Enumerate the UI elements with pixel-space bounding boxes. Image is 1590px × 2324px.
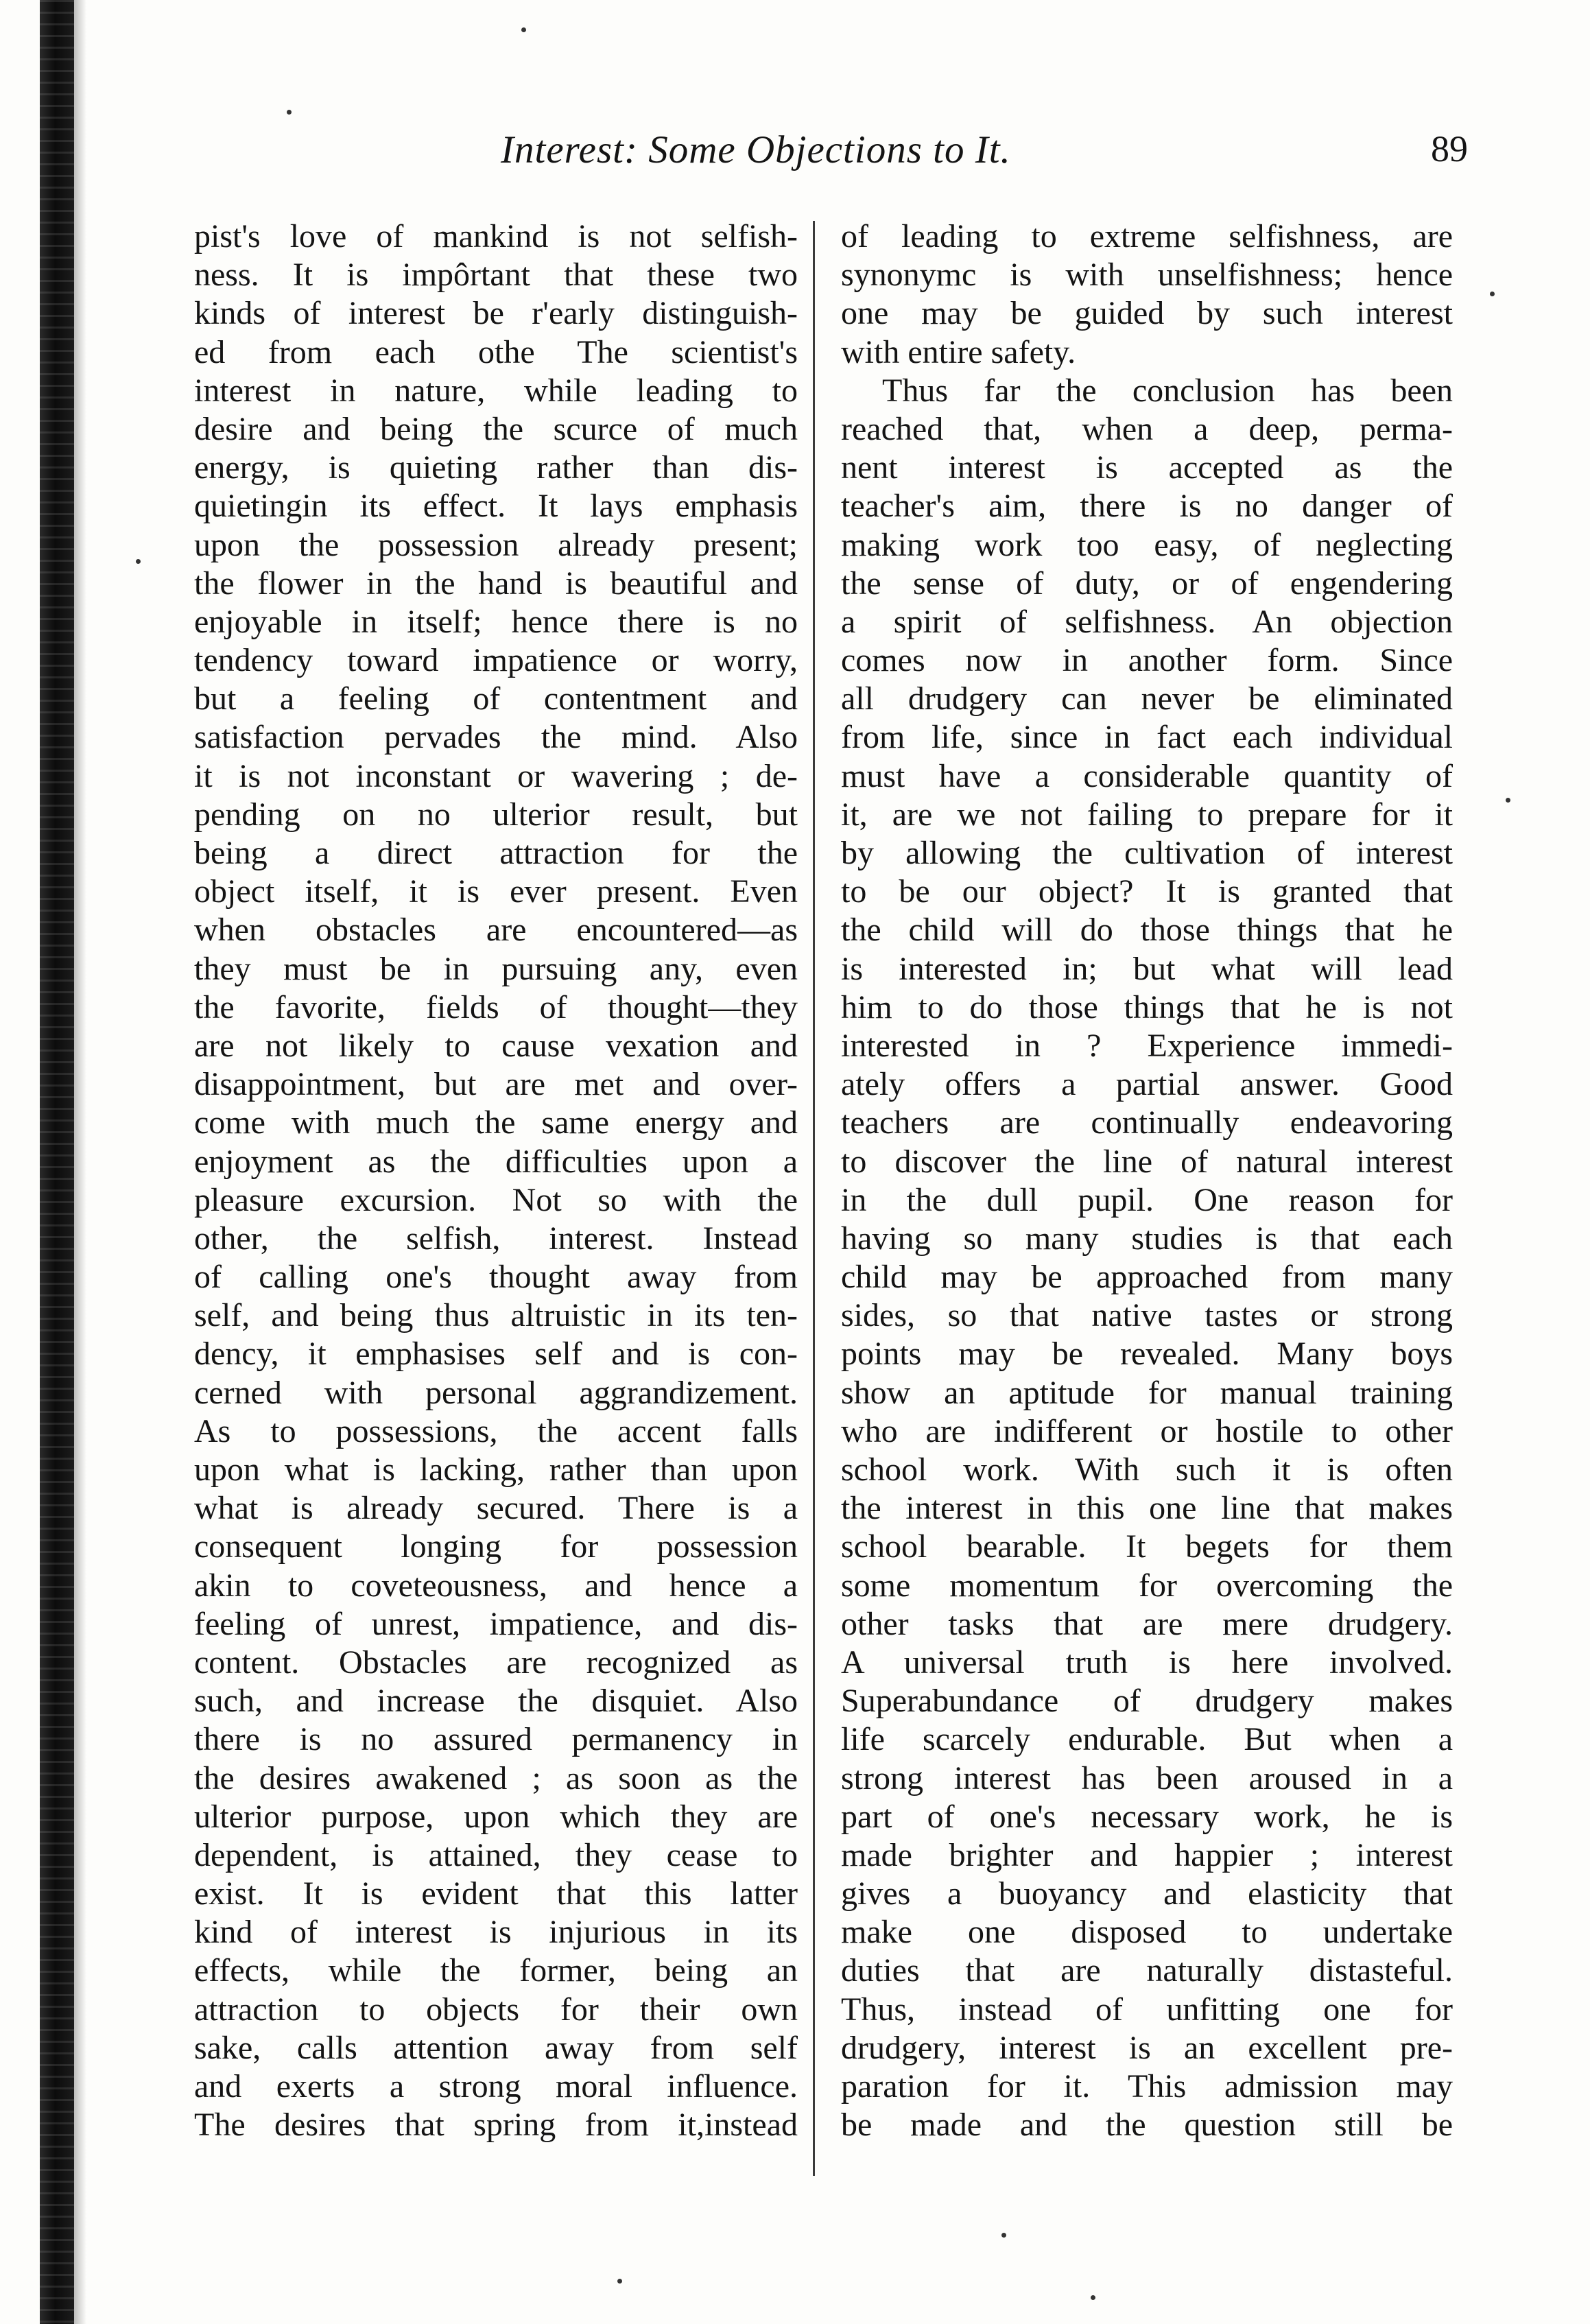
text-line: what is already secured. There is a (194, 1490, 798, 1527)
text-line: attraction to objects for their own (194, 1991, 798, 2028)
right-text-column (841, 217, 1453, 2144)
text-line: there is no assured permanency in (194, 1721, 798, 1758)
text-line: some momentum for overcoming the (841, 1567, 1453, 1604)
text-line: part of one's necessary work, he is (841, 1798, 1453, 1835)
text-line: disappointment, but are met and over- (194, 1066, 798, 1103)
text-line: upon the possession already present; (194, 526, 798, 563)
ink-speck (617, 2279, 622, 2284)
ink-speck (1506, 798, 1510, 803)
text-line: energy, is quieting rather than dis- (194, 449, 798, 486)
text-line: reached that, when a deep, perma- (841, 410, 1453, 447)
text-line: the interest in this one line that makes (841, 1490, 1453, 1527)
text-line: pleasure excursion. Not so with the (194, 1181, 798, 1218)
text-line: must have a considerable quantity of (841, 757, 1453, 794)
text-line: school bearable. It begets for them (841, 1528, 1453, 1565)
text-line: with entire safety. (841, 333, 1076, 370)
text-line: teacher's aim, there is no danger of (841, 488, 1453, 525)
text-line: self, and being thus altruistic in its ten- (194, 1297, 798, 1334)
text-line: other, the selfish, interest. Instead (194, 1220, 798, 1257)
text-line: interest in nature, while leading to (194, 372, 798, 409)
text-line: comes now in another form. Since (841, 642, 1453, 679)
text-line: be made and the question still be (841, 2107, 1453, 2144)
text-line: akin to coveteousness, and hence a (194, 1567, 798, 1604)
text-line: As to possessions, the accent falls (194, 1412, 798, 1449)
page-header (171, 128, 1468, 185)
ink-speck (521, 27, 526, 32)
text-line: the favorite, fields of thought—they (194, 988, 798, 1025)
text-line: show an aptitude for manual training (841, 1374, 1453, 1411)
ink-speck (1001, 2233, 1006, 2238)
ink-speck (1490, 292, 1495, 296)
text-line: by allowing the cultivation of interest (841, 835, 1453, 871)
text-line: points may be revealed. Many boys (841, 1336, 1453, 1373)
text-line: dency, it emphasises self and is con- (194, 1336, 798, 1373)
text-line: content. Obstacles are recognized as (194, 1644, 798, 1681)
text-line: A universal truth is here involved. (841, 1644, 1453, 1681)
text-line: tendency toward impatience or worry, (194, 642, 798, 679)
text-line: Thus far the conclusion has been (882, 372, 1453, 409)
text-line: are not likely to cause vexation and (194, 1027, 798, 1064)
text-line: of calling one's thought away from (194, 1259, 798, 1296)
text-line: kinds of interest be r'early distinguish- (194, 295, 798, 332)
text-line: ately offers a partial answer. Good (841, 1066, 1453, 1103)
text-line: interested in ? Experience immedi- (841, 1027, 1453, 1064)
text-line: enjoyment as the difficulties upon a (194, 1143, 798, 1180)
text-line: having so many studies is that each (841, 1220, 1453, 1257)
text-line: making work too easy, of neglecting (841, 526, 1453, 563)
text-line: nent interest is accepted as the (841, 449, 1453, 486)
text-line: sides, so that native tastes or strong (841, 1297, 1453, 1334)
text-line: and exerts a strong moral influence. (194, 2068, 798, 2104)
text-line: all drudgery can never be eliminated (841, 680, 1453, 718)
text-line: Superabundance of drudgery makes (841, 1683, 1453, 1720)
text-line: effects, while the former, being an (194, 1952, 798, 1989)
text-line: enjoyable in itself; hence there is no (194, 603, 798, 640)
text-line: strong interest has been aroused in a (841, 1759, 1453, 1797)
text-line: feeling of unrest, impatience, and dis- (194, 1605, 798, 1642)
text-line: the desires awakened ; as soon as the (194, 1759, 798, 1797)
text-line: the sense of duty, or of engendering (841, 565, 1453, 602)
text-line: when obstacles are encountered—as (194, 912, 798, 949)
text-line: they must be in pursuing any, even (194, 950, 798, 987)
text-line: ness. It is impôrtant that these two (194, 257, 798, 294)
text-line: who are indifferent or hostile to other (841, 1412, 1453, 1449)
text-line: sake, calls attention away from self (194, 2029, 798, 2066)
text-line: a spirit of selfishness. An objection (841, 603, 1453, 640)
text-line: dependent, is attained, they cease to (194, 1836, 798, 1873)
text-line: synonymc is with unselfishness; hence (841, 257, 1453, 294)
left-text-column (194, 217, 798, 2144)
text-line: come with much the same energy and (194, 1104, 798, 1141)
text-line: from life, since in fact each individual (841, 719, 1453, 756)
text-line: kind of interest is injurious in its (194, 1914, 798, 1951)
text-line: desire and being the scurce of much (194, 410, 798, 447)
binding-shadow (74, 0, 86, 2324)
text-line: consequent longing for possession (194, 1528, 798, 1565)
text-line: ulterior purpose, upon which they are (194, 1798, 798, 1835)
text-line: gives a buoyancy and elasticity that (841, 1875, 1453, 1912)
text-line: one may be guided by such interest (841, 295, 1453, 332)
text-line: made brighter and happier ; interest (841, 1836, 1453, 1873)
book-binding-edge (40, 0, 74, 2324)
text-line: but a feeling of contentment and (194, 680, 798, 718)
text-line: pending on no ulterior result, but (194, 796, 798, 833)
text-line: Thus, instead of unfitting one for (841, 1991, 1453, 2028)
page-number: 89 (1431, 128, 1468, 169)
text-line: the child will do those things that he (841, 912, 1453, 949)
ink-speck (136, 559, 141, 564)
text-line: quietingin its effect. It lays emphasis (194, 488, 798, 525)
text-line: make one disposed to undertake (841, 1914, 1453, 1951)
text-line: of leading to extreme selfishness, are (841, 218, 1453, 254)
text-line: the flower in the hand is beautiful and (194, 565, 798, 602)
text-line: in the dull pupil. One reason for (841, 1181, 1453, 1218)
text-line: cerned with personal aggrandizement. (194, 1374, 798, 1411)
column-divider (813, 221, 815, 2176)
text-line: satisfaction pervades the mind. Also (194, 719, 798, 756)
text-line: exist. It is evident that this latter (194, 1875, 798, 1912)
text-line: being a direct attraction for the (194, 835, 798, 871)
text-line: life scarcely endurable. But when a (841, 1721, 1453, 1758)
text-line: him to do those things that he is not (841, 988, 1453, 1025)
text-line: school work. With such it is often (841, 1451, 1453, 1488)
text-line: object itself, it is ever present. Even (194, 873, 798, 910)
text-line: drudgery, interest is an excellent pre- (841, 2029, 1453, 2066)
text-line: to discover the line of natural interest (841, 1143, 1453, 1180)
text-line: paration for it. This admission may (841, 2068, 1453, 2104)
text-line: it, are we not failing to prepare for it (841, 796, 1453, 833)
ink-speck (287, 110, 292, 115)
text-line: is interested in; but what will lead (841, 950, 1453, 987)
text-line: pist's love of mankind is not selfish- (194, 218, 798, 254)
text-line: child may be approached from many (841, 1259, 1453, 1296)
text-line: duties that are naturally distasteful. (841, 1952, 1453, 1989)
text-line: to be our object? It is granted that (841, 873, 1453, 910)
text-line: other tasks that are mere drudgery. (841, 1605, 1453, 1642)
running-title: Interest: Some Objections to It. (501, 128, 1011, 171)
ink-speck (1091, 2295, 1095, 2300)
text-line: upon what is lacking, rather than upon (194, 1451, 798, 1488)
text-line: The desires that spring from it,instead (194, 2107, 798, 2144)
text-line: it is not inconstant or wavering ; de- (194, 757, 798, 794)
text-line: such, and increase the disquiet. Also (194, 1683, 798, 1720)
text-line: ed from each othe The scientist's (194, 333, 798, 370)
text-line: teachers are continually endeavoring (841, 1104, 1453, 1141)
